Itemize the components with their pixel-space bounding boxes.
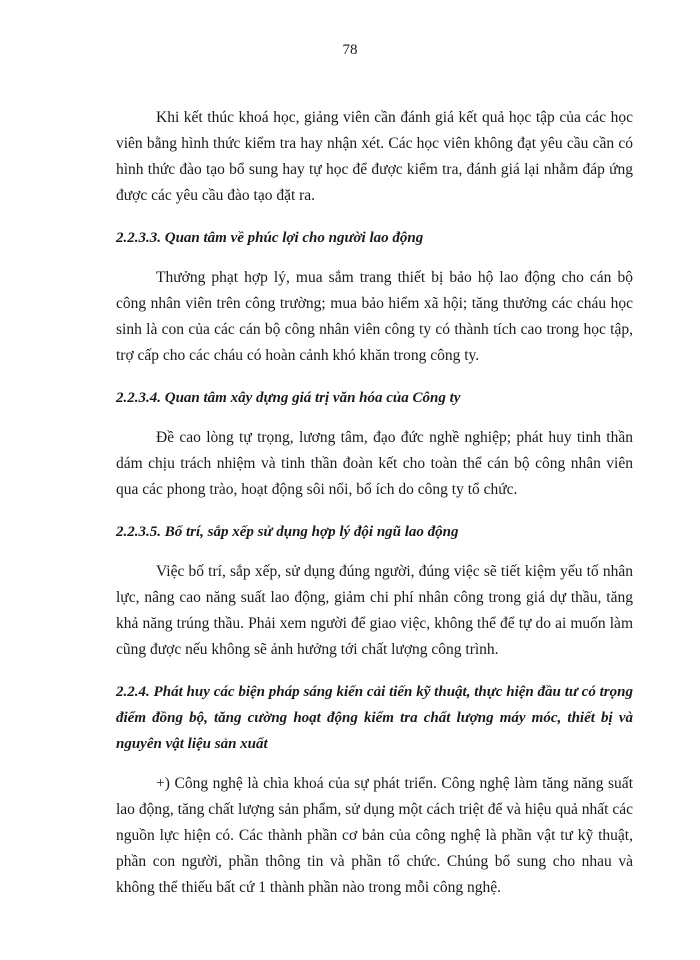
heading-2-2-4: 2.2.4. Phát huy các biện pháp sáng kiến cải tiến kỹ thuật, thực hiện đầu tư có trọng điểm đồng bộ, tăng cường hoạt động kiểm tra chất lượng máy móc, thiết bị và nguyên vật liệu sản xuất — [116, 684, 633, 752]
heading-2-2-3-5: 2.2.3.5. Bố trí, sắp xếp sử dụng hợp lý đội ngũ lao động — [116, 524, 459, 540]
paragraph-staffing: Việc bố trí, sắp xếp, sử dụng đúng người, đúng việc sẽ tiết kiệm yếu tố nhân lực, nâng cao năng suất lao động, giảm chi phí nhân công trong giá dự thầu, tăng khả năng trúng thầu. Phải xem người để giao việc, không thể để tự do ai muốn làm cũng được nếu không sẽ ảnh hưởng tới chất lượng công trình. — [116, 563, 633, 658]
paragraph-training-evaluation: Khi kết thúc khoá học, giảng viên cần đánh giá kết quả học tập của các học viên bằng hình thức kiểm tra hay nhận xét. Các học viên không đạt yêu cầu cần có hình thức đào tạo bổ sung hay tự học để được kiểm tra, đánh giá lại nhằm đáp ứng được các yêu cầu đào tạo đặt ra. — [116, 109, 633, 204]
paragraph-welfare: Thưởng phạt hợp lý, mua sắm trang thiết bị bảo hộ lao động cho cán bộ công nhân viên trên công trường; mua bảo hiểm xã hội; tăng thưởng các cháu học sinh là con của các cán bộ công nhân viên công ty có thành tích cao trong học tập, trợ cấp cho các cháu có hoàn cảnh khó khăn trong công ty. — [116, 269, 633, 364]
paragraph-technology: +) Công nghệ là chìa khoá của sự phát triển. Công nghệ làm tăng năng suất lao động, tăng chất lượng sản phẩm, sử dụng một cách triệt để và hiệu quả nhất các nguồn lực hiện có. Các thành phần cơ bản của công nghệ là phần vật tư kỹ thuật, phần con người, phần thông tin và phần tổ chức. Chúng bổ sung cho nhau và không thể thiếu bất cứ 1 thành phần nào trong mỗi công nghệ. — [116, 775, 633, 896]
document-body — [116, 105, 633, 901]
paragraph-culture: Đề cao lòng tự trọng, lương tâm, đạo đức nghề nghiệp; phát huy tinh thần dám chịu trách nhiệm và tinh thần đoàn kết cho toàn thể cán bộ công nhân viên qua các phong trào, hoạt động sôi nổi, bổ ích do công ty tổ chức. — [116, 429, 633, 498]
heading-2-2-3-4: 2.2.3.4. Quan tâm xây dựng giá trị văn hóa của Công ty — [116, 390, 461, 406]
heading-2-2-3-3: 2.2.3.3. Quan tâm về phúc lợi cho người lao động — [116, 230, 424, 246]
page-number: 78 — [342, 42, 358, 58]
